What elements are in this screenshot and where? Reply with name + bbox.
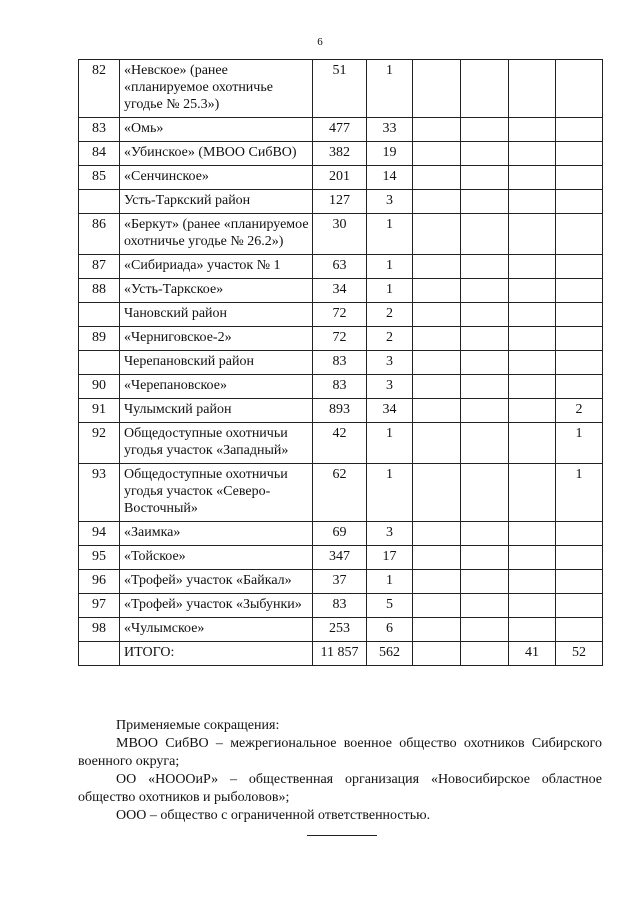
value-cell-3 bbox=[413, 190, 461, 214]
value-cell-6 bbox=[556, 190, 603, 214]
value-cell-6 bbox=[556, 142, 603, 166]
table-row bbox=[79, 594, 603, 618]
abbreviation-line: ООО – общество с ограниченной ответственностью. bbox=[116, 808, 431, 823]
value-cell-6: 1 bbox=[556, 464, 603, 522]
table-row bbox=[79, 618, 603, 642]
value-cell-3 bbox=[413, 142, 461, 166]
value-cell-6 bbox=[556, 255, 603, 279]
value-cell-6 bbox=[556, 351, 603, 375]
value-cell-6: 52 bbox=[556, 642, 603, 666]
table-row bbox=[79, 303, 603, 327]
value-cell-5 bbox=[509, 142, 556, 166]
table-row bbox=[79, 570, 603, 594]
value-cell-4 bbox=[461, 423, 509, 464]
value-cell-2: 33 bbox=[367, 118, 413, 142]
value-cell-4 bbox=[461, 522, 509, 546]
value-cell-5 bbox=[509, 423, 556, 464]
value-cell-4 bbox=[461, 118, 509, 142]
value-cell-2: 1 bbox=[367, 464, 413, 522]
value-cell-1: 347 bbox=[313, 546, 367, 570]
hunting-grounds-table bbox=[78, 59, 603, 666]
value-cell-6: 1 bbox=[556, 423, 603, 464]
value-cell-1: 382 bbox=[313, 142, 367, 166]
hunting-ground-name-cell: «Черепановское» bbox=[120, 375, 313, 399]
row-number-cell: 93 bbox=[79, 464, 120, 522]
table-row bbox=[79, 118, 603, 142]
value-cell-6 bbox=[556, 118, 603, 142]
value-cell-1: 37 bbox=[313, 570, 367, 594]
abbreviation-line: МВОО СибВО – межрегиональное военное общество охотников Сибирского военного округа; bbox=[78, 736, 602, 769]
value-cell-1: 201 bbox=[313, 166, 367, 190]
value-cell-5 bbox=[509, 375, 556, 399]
value-cell-1: 83 bbox=[313, 375, 367, 399]
value-cell-3 bbox=[413, 399, 461, 423]
hunting-ground-name-cell: «Трофей» участок «Зыбунки» bbox=[120, 594, 313, 618]
table-row bbox=[79, 464, 603, 522]
value-cell-3 bbox=[413, 546, 461, 570]
value-cell-2: 1 bbox=[367, 279, 413, 303]
value-cell-6 bbox=[556, 60, 603, 118]
value-cell-5 bbox=[509, 327, 556, 351]
row-number-cell: 90 bbox=[79, 375, 120, 399]
table-row bbox=[79, 399, 603, 423]
value-cell-4 bbox=[461, 142, 509, 166]
hunting-ground-name-cell: «Заимка» bbox=[120, 522, 313, 546]
value-cell-3 bbox=[413, 255, 461, 279]
row-number-cell: 83 bbox=[79, 118, 120, 142]
hunting-ground-name-cell: «Сибириада» участок № 1 bbox=[120, 255, 313, 279]
value-cell-2: 3 bbox=[367, 351, 413, 375]
table-row bbox=[79, 142, 603, 166]
value-cell-5 bbox=[509, 166, 556, 190]
value-cell-3 bbox=[413, 423, 461, 464]
value-cell-1: 69 bbox=[313, 522, 367, 546]
value-cell-6: 2 bbox=[556, 399, 603, 423]
value-cell-3 bbox=[413, 303, 461, 327]
value-cell-5 bbox=[509, 190, 556, 214]
value-cell-6 bbox=[556, 303, 603, 327]
value-cell-2: 3 bbox=[367, 375, 413, 399]
row-number-cell: 86 bbox=[79, 214, 120, 255]
value-cell-1: 72 bbox=[313, 303, 367, 327]
value-cell-3 bbox=[413, 214, 461, 255]
row-number-cell: 98 bbox=[79, 618, 120, 642]
value-cell-2: 2 bbox=[367, 303, 413, 327]
row-number-cell bbox=[79, 351, 120, 375]
hunting-ground-name-cell: Чановский район bbox=[120, 303, 313, 327]
table-row bbox=[79, 642, 603, 666]
value-cell-4 bbox=[461, 166, 509, 190]
value-cell-5 bbox=[509, 351, 556, 375]
value-cell-5 bbox=[509, 546, 556, 570]
value-cell-4 bbox=[461, 546, 509, 570]
value-cell-5: 41 bbox=[509, 642, 556, 666]
value-cell-1: 62 bbox=[313, 464, 367, 522]
value-cell-5 bbox=[509, 214, 556, 255]
table-row bbox=[79, 327, 603, 351]
value-cell-2: 1 bbox=[367, 570, 413, 594]
row-number-cell: 87 bbox=[79, 255, 120, 279]
value-cell-2: 19 bbox=[367, 142, 413, 166]
value-cell-4 bbox=[461, 618, 509, 642]
table-row bbox=[79, 166, 603, 190]
value-cell-3 bbox=[413, 594, 461, 618]
value-cell-2: 562 bbox=[367, 642, 413, 666]
hunting-ground-name-cell: «Черниговское-2» bbox=[120, 327, 313, 351]
value-cell-4 bbox=[461, 642, 509, 666]
abbreviations-heading: Применяемые сокращения: bbox=[116, 718, 280, 733]
value-cell-5 bbox=[509, 303, 556, 327]
table-body bbox=[79, 60, 603, 666]
value-cell-3 bbox=[413, 279, 461, 303]
value-cell-1: 30 bbox=[313, 214, 367, 255]
row-number-cell: 91 bbox=[79, 399, 120, 423]
row-number-cell: 82 bbox=[79, 60, 120, 118]
table-row bbox=[79, 60, 603, 118]
row-number-cell: 92 bbox=[79, 423, 120, 464]
value-cell-2: 17 bbox=[367, 546, 413, 570]
value-cell-6 bbox=[556, 214, 603, 255]
value-cell-4 bbox=[461, 464, 509, 522]
value-cell-3 bbox=[413, 375, 461, 399]
abbreviation-line: ОО «НОООиР» – общественная организация «Новосибирское областное общество охотников и рыболовов»; bbox=[78, 772, 602, 805]
value-cell-6 bbox=[556, 546, 603, 570]
value-cell-1: 127 bbox=[313, 190, 367, 214]
row-number-cell: 88 bbox=[79, 279, 120, 303]
value-cell-1: 51 bbox=[313, 60, 367, 118]
value-cell-3 bbox=[413, 618, 461, 642]
table-row bbox=[79, 546, 603, 570]
value-cell-3 bbox=[413, 118, 461, 142]
hunting-ground-name-cell: «Усть-Таркское» bbox=[120, 279, 313, 303]
value-cell-2: 5 bbox=[367, 594, 413, 618]
value-cell-5 bbox=[509, 399, 556, 423]
value-cell-4 bbox=[461, 570, 509, 594]
row-number-cell: 85 bbox=[79, 166, 120, 190]
value-cell-4 bbox=[461, 60, 509, 118]
value-cell-2: 34 bbox=[367, 399, 413, 423]
value-cell-3 bbox=[413, 642, 461, 666]
value-cell-2: 3 bbox=[367, 190, 413, 214]
hunting-ground-name-cell: «Сенчинское» bbox=[120, 166, 313, 190]
value-cell-5 bbox=[509, 464, 556, 522]
value-cell-5 bbox=[509, 570, 556, 594]
table-row bbox=[79, 351, 603, 375]
value-cell-4 bbox=[461, 255, 509, 279]
value-cell-1: 477 bbox=[313, 118, 367, 142]
value-cell-6 bbox=[556, 570, 603, 594]
row-number-cell: 89 bbox=[79, 327, 120, 351]
value-cell-2: 1 bbox=[367, 423, 413, 464]
value-cell-4 bbox=[461, 303, 509, 327]
row-number-cell: 84 bbox=[79, 142, 120, 166]
value-cell-6 bbox=[556, 327, 603, 351]
row-number-cell bbox=[79, 190, 120, 214]
value-cell-4 bbox=[461, 594, 509, 618]
value-cell-3 bbox=[413, 522, 461, 546]
hunting-ground-name-cell: «Омь» bbox=[120, 118, 313, 142]
row-number-cell bbox=[79, 303, 120, 327]
value-cell-5 bbox=[509, 255, 556, 279]
value-cell-3 bbox=[413, 464, 461, 522]
table-row bbox=[79, 190, 603, 214]
hunting-ground-name-cell: ИТОГО: bbox=[120, 642, 313, 666]
hunting-ground-name-cell: «Невское» (ранее «планируемое охотничье угодье № 25.3») bbox=[120, 60, 313, 118]
value-cell-4 bbox=[461, 375, 509, 399]
hunting-ground-name-cell: «Трофей» участок «Байкал» bbox=[120, 570, 313, 594]
page-number: 6 bbox=[317, 36, 323, 48]
table-row bbox=[79, 375, 603, 399]
value-cell-6 bbox=[556, 522, 603, 546]
value-cell-3 bbox=[413, 60, 461, 118]
hunting-ground-name-cell: «Чулымское» bbox=[120, 618, 313, 642]
value-cell-4 bbox=[461, 351, 509, 375]
value-cell-1: 42 bbox=[313, 423, 367, 464]
value-cell-6 bbox=[556, 618, 603, 642]
hunting-ground-name-cell: Чулымский район bbox=[120, 399, 313, 423]
hunting-ground-name-cell: «Убинское» (МВОО СибВО) bbox=[120, 142, 313, 166]
value-cell-2: 1 bbox=[367, 60, 413, 118]
value-cell-6 bbox=[556, 166, 603, 190]
value-cell-5 bbox=[509, 594, 556, 618]
value-cell-5 bbox=[509, 118, 556, 142]
end-rule bbox=[307, 835, 377, 836]
table-row bbox=[79, 255, 603, 279]
value-cell-5 bbox=[509, 279, 556, 303]
hunting-ground-name-cell: «Беркут» (ранее «планируемое охотничье угодье № 26.2») bbox=[120, 214, 313, 255]
value-cell-3 bbox=[413, 327, 461, 351]
hunting-ground-name-cell: Усть-Таркский район bbox=[120, 190, 313, 214]
value-cell-5 bbox=[509, 60, 556, 118]
value-cell-6 bbox=[556, 594, 603, 618]
value-cell-3 bbox=[413, 570, 461, 594]
abbreviations-notes bbox=[78, 717, 602, 825]
hunting-ground-name-cell: Черепановский район bbox=[120, 351, 313, 375]
row-number-cell: 94 bbox=[79, 522, 120, 546]
value-cell-1: 63 bbox=[313, 255, 367, 279]
hunting-ground-name-cell: Общедоступные охотничьи угодья участок «Северо-Восточный» bbox=[120, 464, 313, 522]
value-cell-4 bbox=[461, 279, 509, 303]
row-number-cell: 95 bbox=[79, 546, 120, 570]
table-row bbox=[79, 522, 603, 546]
value-cell-2: 1 bbox=[367, 255, 413, 279]
value-cell-6 bbox=[556, 279, 603, 303]
value-cell-3 bbox=[413, 351, 461, 375]
value-cell-1: 83 bbox=[313, 351, 367, 375]
row-number-cell bbox=[79, 642, 120, 666]
hunting-ground-name-cell: Общедоступные охотничьи угодья участок «Западный» bbox=[120, 423, 313, 464]
value-cell-1: 11 857 bbox=[313, 642, 367, 666]
value-cell-2: 14 bbox=[367, 166, 413, 190]
value-cell-1: 34 bbox=[313, 279, 367, 303]
value-cell-4 bbox=[461, 214, 509, 255]
value-cell-6 bbox=[556, 375, 603, 399]
row-number-cell: 96 bbox=[79, 570, 120, 594]
value-cell-5 bbox=[509, 618, 556, 642]
value-cell-1: 72 bbox=[313, 327, 367, 351]
hunting-ground-name-cell: «Тойское» bbox=[120, 546, 313, 570]
value-cell-2: 6 bbox=[367, 618, 413, 642]
value-cell-1: 893 bbox=[313, 399, 367, 423]
row-number-cell: 97 bbox=[79, 594, 120, 618]
value-cell-2: 2 bbox=[367, 327, 413, 351]
value-cell-4 bbox=[461, 190, 509, 214]
value-cell-4 bbox=[461, 327, 509, 351]
value-cell-4 bbox=[461, 399, 509, 423]
value-cell-5 bbox=[509, 522, 556, 546]
table-row bbox=[79, 279, 603, 303]
table-row bbox=[79, 423, 603, 464]
value-cell-2: 3 bbox=[367, 522, 413, 546]
table-row bbox=[79, 214, 603, 255]
value-cell-2: 1 bbox=[367, 214, 413, 255]
value-cell-1: 253 bbox=[313, 618, 367, 642]
value-cell-1: 83 bbox=[313, 594, 367, 618]
value-cell-3 bbox=[413, 166, 461, 190]
